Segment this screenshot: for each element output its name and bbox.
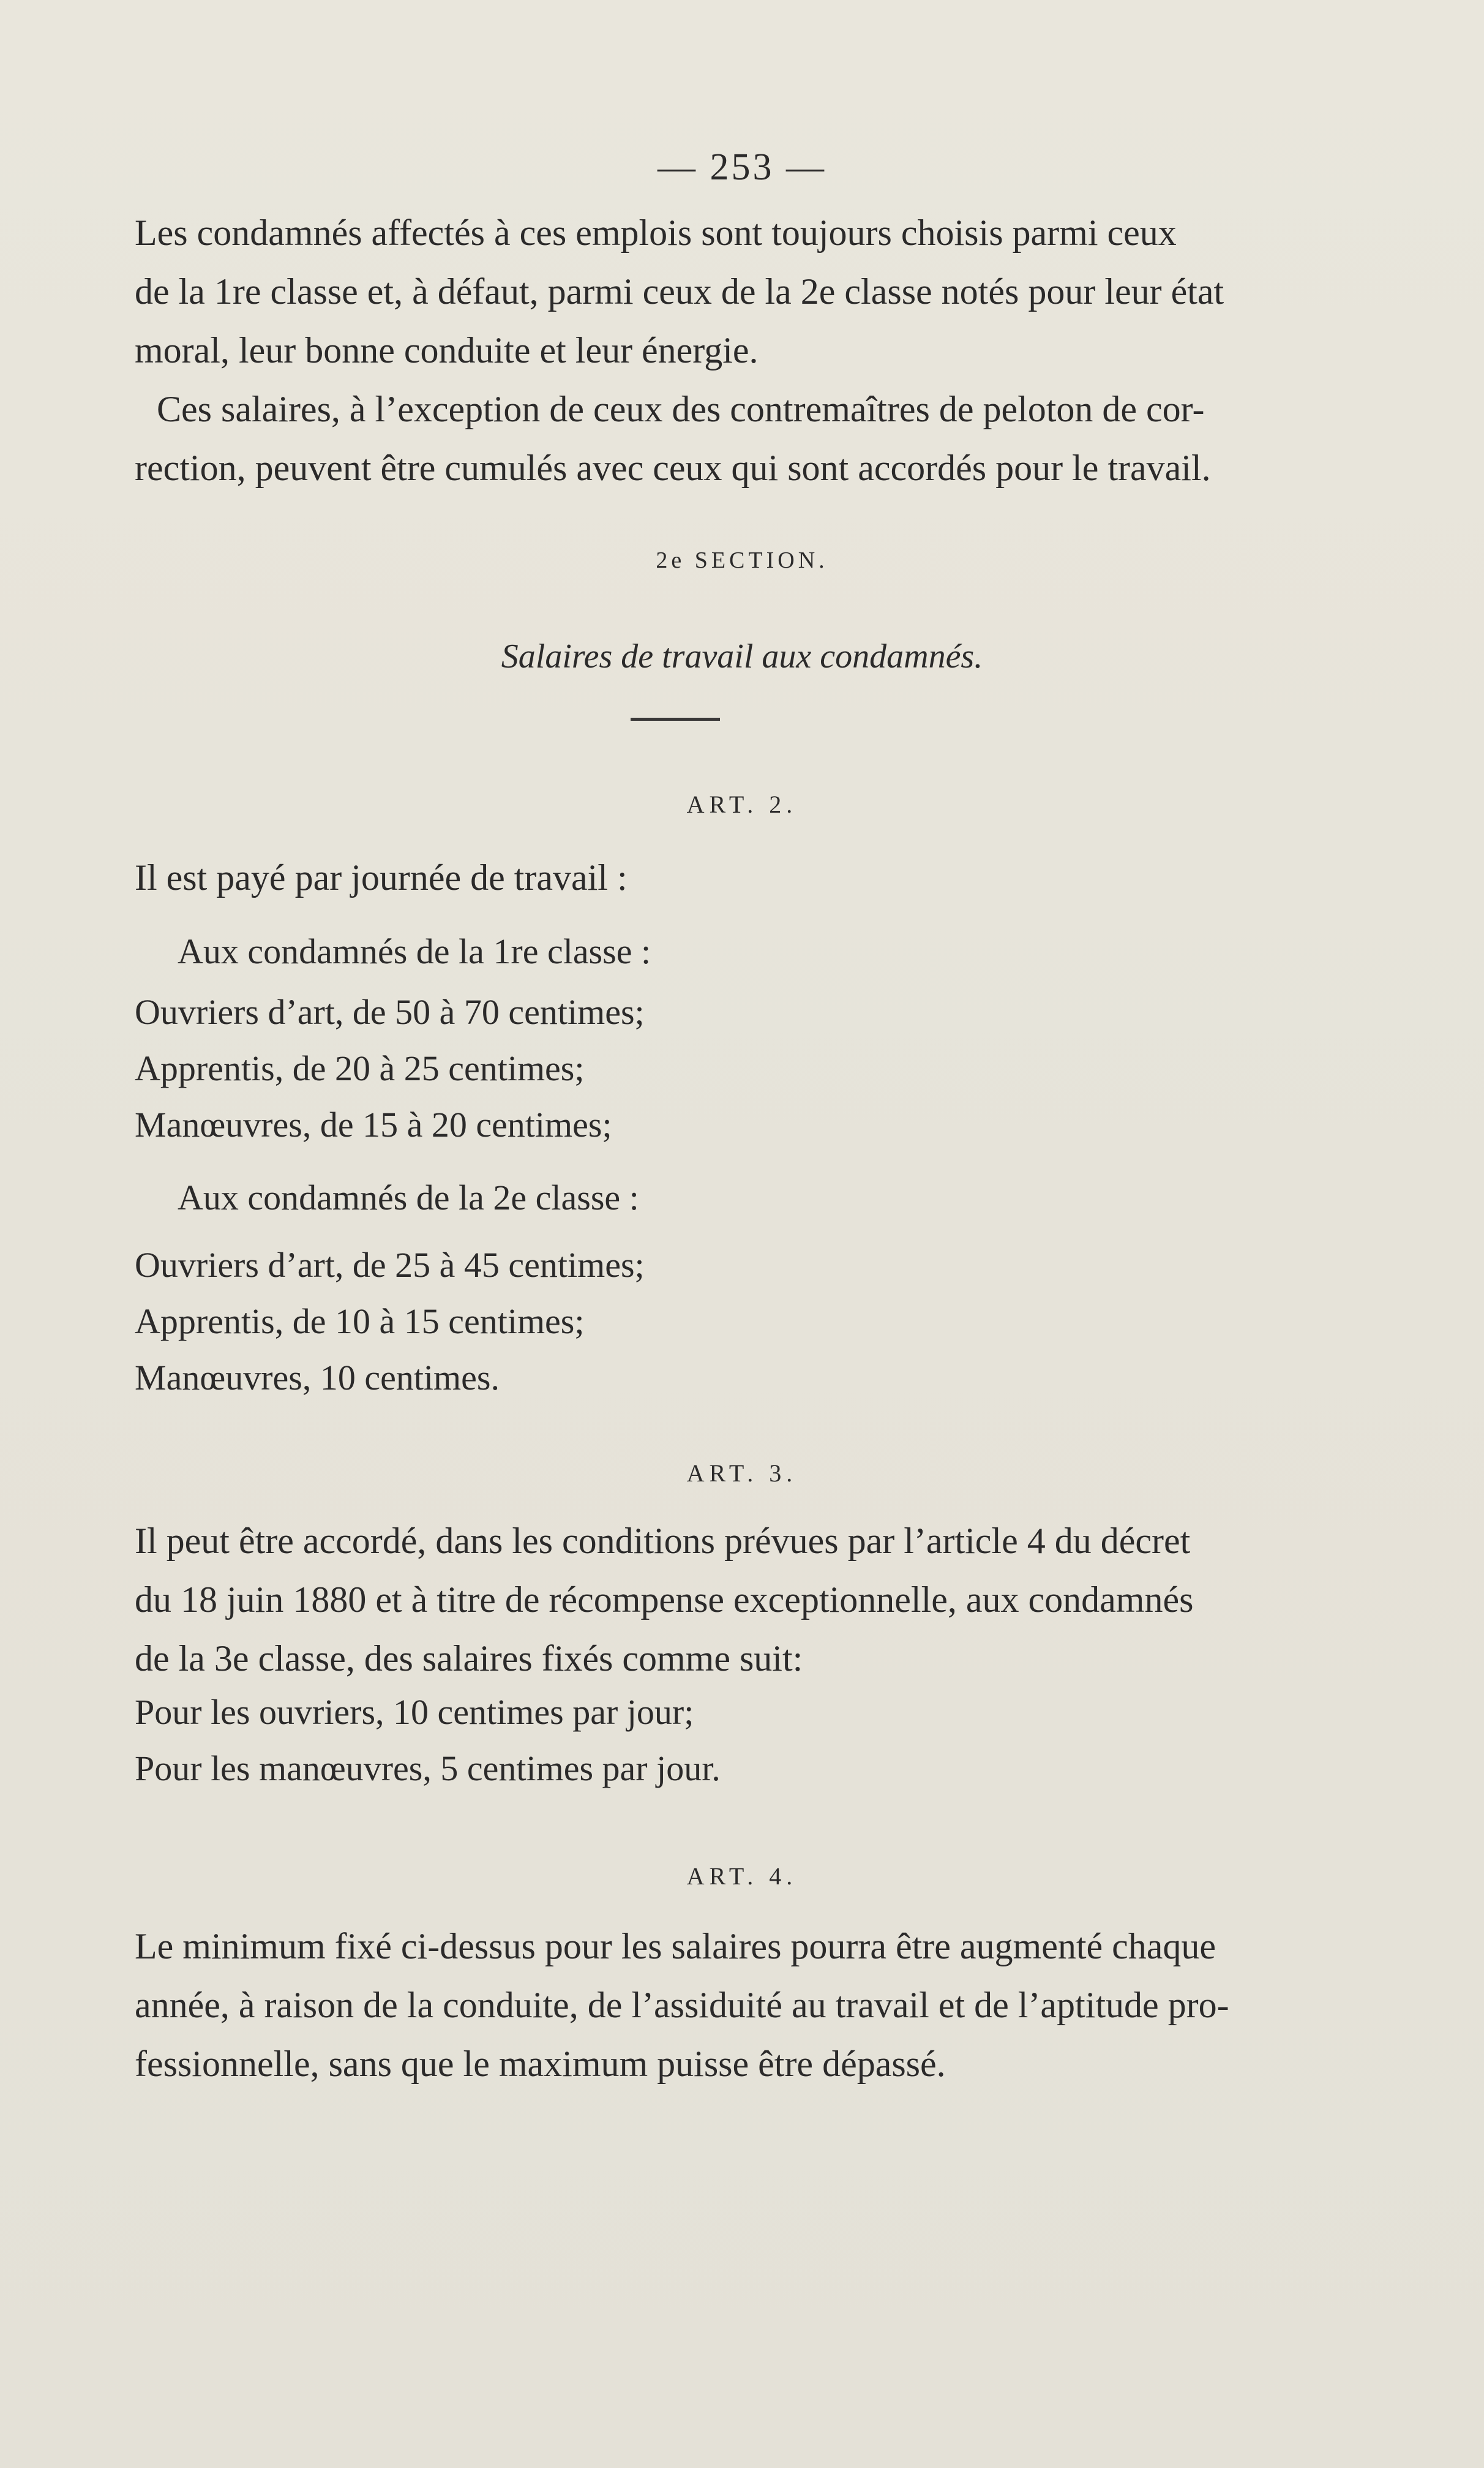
list-item: Manœuvres, de 15 à 20 centimes;	[135, 1105, 612, 1145]
section-title: Salaires de travail aux condamnés.	[501, 638, 983, 675]
art2-intro: Il est payé par journée de travail :	[135, 857, 628, 898]
art4-line: année, à raison de la conduite, de l’assiduité au travail et de l’aptitude pro-	[135, 1985, 1229, 2025]
art4-heading: ART. 4.	[686, 1862, 798, 1890]
section-heading: 2e SECTION.	[656, 547, 828, 573]
list-item: Ouvriers d’art, de 50 à 70 centimes;	[135, 992, 645, 1032]
art3-text	[135, 1511, 1328, 1688]
intro-text	[135, 203, 1328, 497]
art2-class2-list	[135, 1237, 645, 1406]
page-number: — 253 —	[658, 146, 826, 188]
art2-class2-label: Aux condamnés de la 2e classe :	[178, 1178, 639, 1217]
intro-line: de la 1re classe et, à défaut, parmi ceux de la 2e classe notés pour leur état	[135, 271, 1224, 312]
intro-line: Les condamnés affectés à ces emplois sont toujours choisis parmi ceux	[135, 213, 1177, 253]
list-item: Manœuvres, 10 centimes.	[135, 1358, 500, 1398]
intro-line: Ces salaires, à l’exception de ceux des contremaîtres de peloton de cor-	[157, 389, 1205, 429]
list-item: Apprentis, de 10 à 15 centimes;	[135, 1301, 585, 1341]
list-item: Pour les manœuvres, 5 centimes par jour.	[135, 1748, 721, 1788]
art3-line: Il peut être accordé, dans les conditions prévues par l’article 4 du décret	[135, 1521, 1191, 1561]
art2-class1-label: Aux condamnés de la 1re classe :	[178, 931, 651, 971]
list-item: Ouvriers d’art, de 25 à 45 centimes;	[135, 1245, 645, 1285]
title-rule	[631, 718, 720, 721]
list-item: Apprentis, de 20 à 25 centimes;	[135, 1048, 585, 1088]
intro-line: rection, peuvent être cumulés avec ceux qui sont accordés pour le travail.	[135, 448, 1211, 488]
intro-line: moral, leur bonne conduite et leur énergie.	[135, 330, 759, 371]
art4-line: fessionnelle, sans que le maximum puisse être dépassé.	[135, 2044, 946, 2084]
art4-line: Le minimum fixé ci-dessus pour les salaires pourra être augmenté chaque	[135, 1926, 1216, 1966]
list-item: Pour les ouvriers, 10 centimes par jour;	[135, 1692, 694, 1732]
art3-line: du 18 juin 1880 et à titre de récompense exceptionnelle, aux condamnés	[135, 1579, 1194, 1620]
art3-line: de la 3e classe, des salaires fixés comme suit:	[135, 1638, 803, 1679]
art3-heading: ART. 3.	[686, 1459, 798, 1487]
art2-heading: ART. 2.	[686, 791, 798, 818]
art2-class1-list	[135, 984, 645, 1153]
art3-list	[135, 1684, 721, 1797]
art4-text	[135, 1917, 1328, 2093]
